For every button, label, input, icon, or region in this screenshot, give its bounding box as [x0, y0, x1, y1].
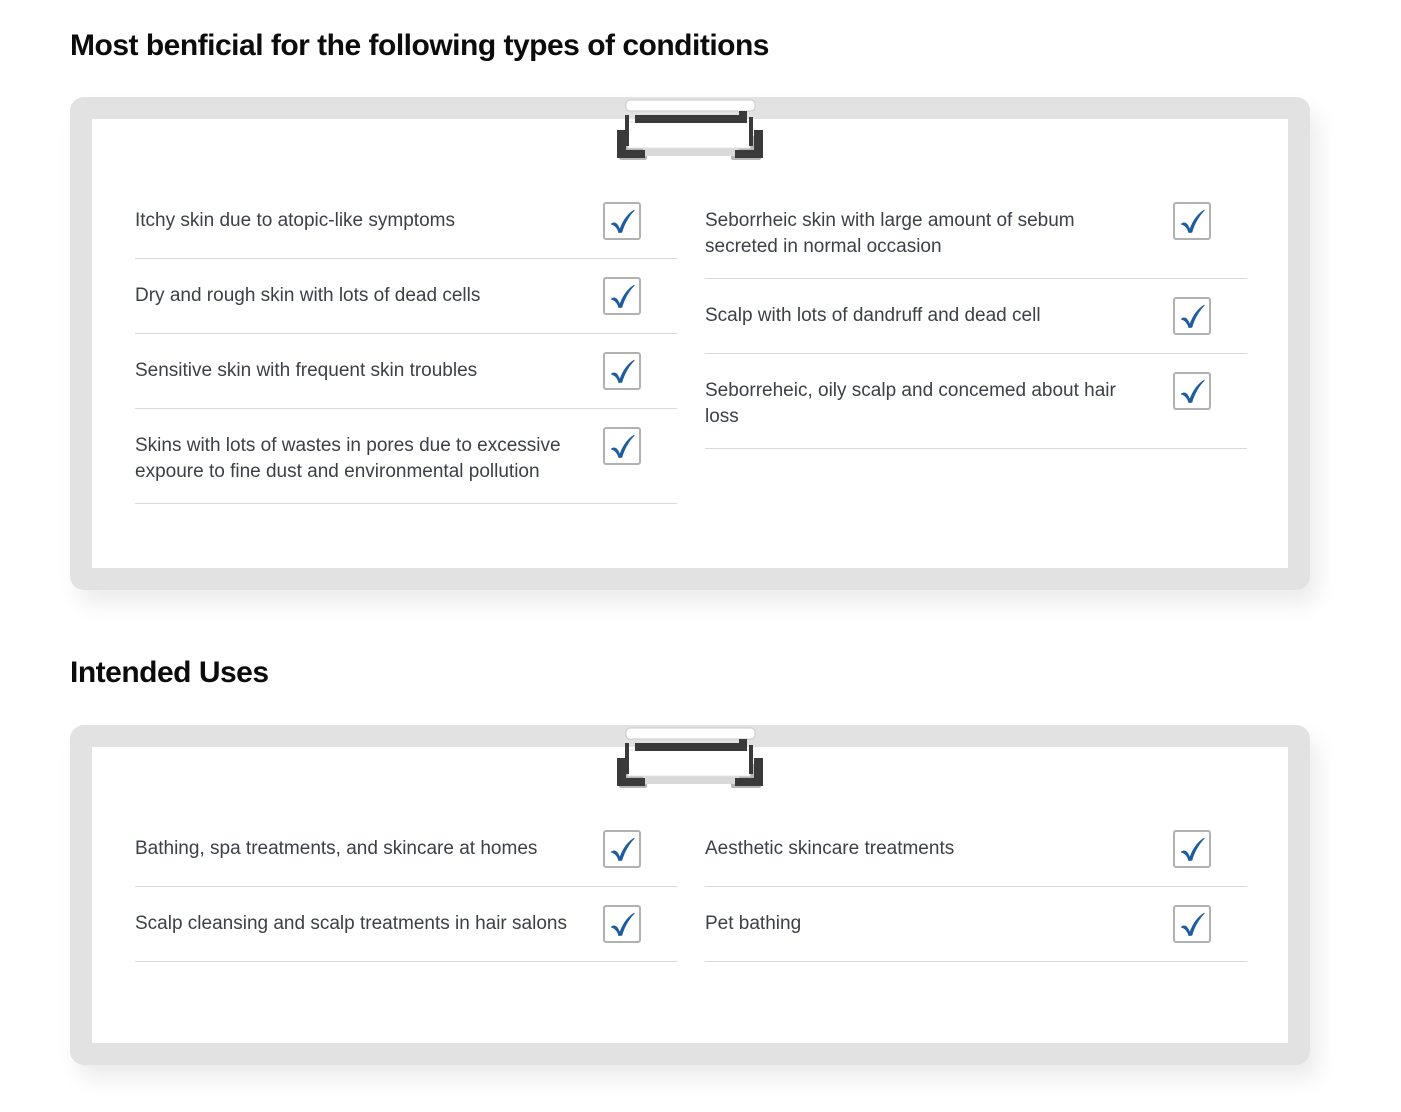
checkbox-checked[interactable]: [1173, 202, 1211, 240]
checkmark-icon: [1177, 909, 1207, 939]
checkmark-icon: [607, 909, 637, 939]
checklist-item-label: Scalp with lots of dandruff and dead cell: [705, 305, 1041, 326]
checklist-item-label: Bathing, spa treatments, and skincare at homes: [135, 838, 538, 859]
checklist-item: [135, 334, 677, 409]
checklist-item-label: Seborreheic, oily scalp and concemed about hair loss: [705, 380, 1116, 427]
conditions-checklist: [92, 119, 1288, 568]
section-heading-intended-uses: Intended Uses: [70, 656, 269, 689]
checklist-item-label: Aesthetic skincare treatments: [705, 838, 955, 859]
checklist-item-label: Pet bathing: [705, 913, 802, 934]
checkmark-icon: [1177, 834, 1207, 864]
checkmark-icon: [1177, 301, 1207, 331]
conditions-column-left: [135, 184, 677, 504]
checklist-item-label: Itchy skin due to atopic-like symptoms: [135, 210, 455, 231]
checklist-item: [135, 887, 677, 962]
checklist-item: [705, 812, 1247, 887]
clipboard-clip-icon: [615, 726, 765, 790]
checklist-item: [705, 279, 1247, 354]
checkmark-icon: [607, 431, 637, 461]
checklist-item: [135, 259, 677, 334]
checkmark-icon: [607, 281, 637, 311]
checkbox-checked[interactable]: [603, 427, 641, 465]
checkbox-checked[interactable]: [603, 202, 641, 240]
checklist-item-label: Sensitive skin with frequent skin troubles: [135, 360, 478, 381]
intended-uses-column-left: [135, 812, 677, 962]
checkbox-checked[interactable]: [1173, 297, 1211, 335]
section-heading-conditions: Most benficial for the following types of conditions: [70, 29, 769, 62]
checklist-item-label: Seborrheic skin with large amount of sebum secreted in normal occasion: [705, 210, 1075, 257]
checkmark-icon: [1177, 206, 1207, 236]
checklist-item: [135, 184, 677, 259]
checkbox-checked[interactable]: [603, 352, 641, 390]
checkbox-checked[interactable]: [1173, 372, 1211, 410]
conditions-column-right: [705, 184, 1247, 504]
checklist-item: [705, 184, 1247, 279]
checkbox-checked[interactable]: [1173, 830, 1211, 868]
checkmark-icon: [1177, 376, 1207, 406]
clipboard-clip-icon: [615, 98, 765, 162]
intended-uses-column-right: [705, 812, 1247, 962]
checkmark-icon: [607, 834, 637, 864]
intended-uses-clipboard-panel: [70, 725, 1310, 1065]
checklist-item-label: Scalp cleansing and scalp treatments in hair salons: [135, 913, 567, 934]
checkbox-checked[interactable]: [603, 277, 641, 315]
checkmark-icon: [607, 206, 637, 236]
checkbox-checked[interactable]: [1173, 905, 1211, 943]
checklist-item: [705, 887, 1247, 962]
checkmark-icon: [607, 356, 637, 386]
conditions-clipboard-panel: [70, 97, 1310, 590]
checkbox-checked[interactable]: [603, 905, 641, 943]
checklist-item: [135, 812, 677, 887]
checkbox-checked[interactable]: [603, 830, 641, 868]
checklist-item-label: Dry and rough skin with lots of dead cells: [135, 285, 481, 306]
checklist-item-label: Skins with lots of wastes in pores due to excessive expoure to fine dust and environmental pollution: [135, 435, 561, 482]
intended-uses-checklist: [92, 747, 1288, 1043]
checklist-item: [705, 354, 1247, 449]
checklist-item: [135, 409, 677, 504]
